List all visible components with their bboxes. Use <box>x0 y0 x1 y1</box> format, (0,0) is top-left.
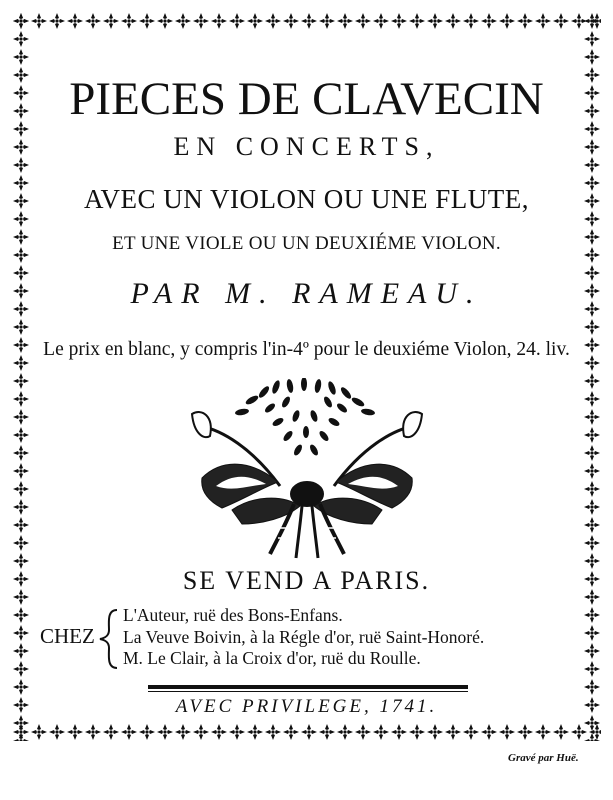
chez-label: CHEZ <box>40 624 95 648</box>
divider-rule-thin <box>148 691 468 692</box>
wreath-horns-ornament-icon <box>182 378 432 560</box>
seller-addresses <box>123 605 484 670</box>
subtitle-viole: ET UNE VIOLE OU UN DEUXIÉME VIOLON. <box>112 233 501 254</box>
engraver-credit: Gravé par Huë. <box>508 752 579 764</box>
curly-brace-icon <box>97 608 121 670</box>
price-line: Le prix en blanc, y compris l'in-4º pour le deuxiéme Violon, 24. liv. <box>43 339 570 360</box>
subtitle-instruments: AVEC UN VIOLON OU UNE FLUTE, <box>84 184 529 214</box>
sold-in-paris: SE VEND A PARIS. <box>182 566 431 595</box>
subtitle-en-concerts: EN CONCERTS, <box>173 132 440 161</box>
border-left-ornament <box>12 12 30 741</box>
border-top-ornament <box>12 12 601 30</box>
page-title: PIECES DE CLAVECIN <box>69 73 544 125</box>
border-right-ornament <box>583 12 601 741</box>
seller-address-3: M. Le Clair, à la Croix d'or, ruë du Roulle. <box>123 648 421 668</box>
divider-rule <box>148 685 468 689</box>
author-line: PAR M. RAMEAU. <box>130 277 483 310</box>
seller-address-1: L'Auteur, ruë des Bons-Enfans. <box>123 605 343 625</box>
seller-address-2: La Veuve Boivin, à la Régle d'or, ruë Saint-Honoré. <box>123 626 485 647</box>
privilege-line: AVEC PRIVILEGE, 1741. <box>175 696 438 717</box>
border-bottom-ornament <box>12 723 601 741</box>
